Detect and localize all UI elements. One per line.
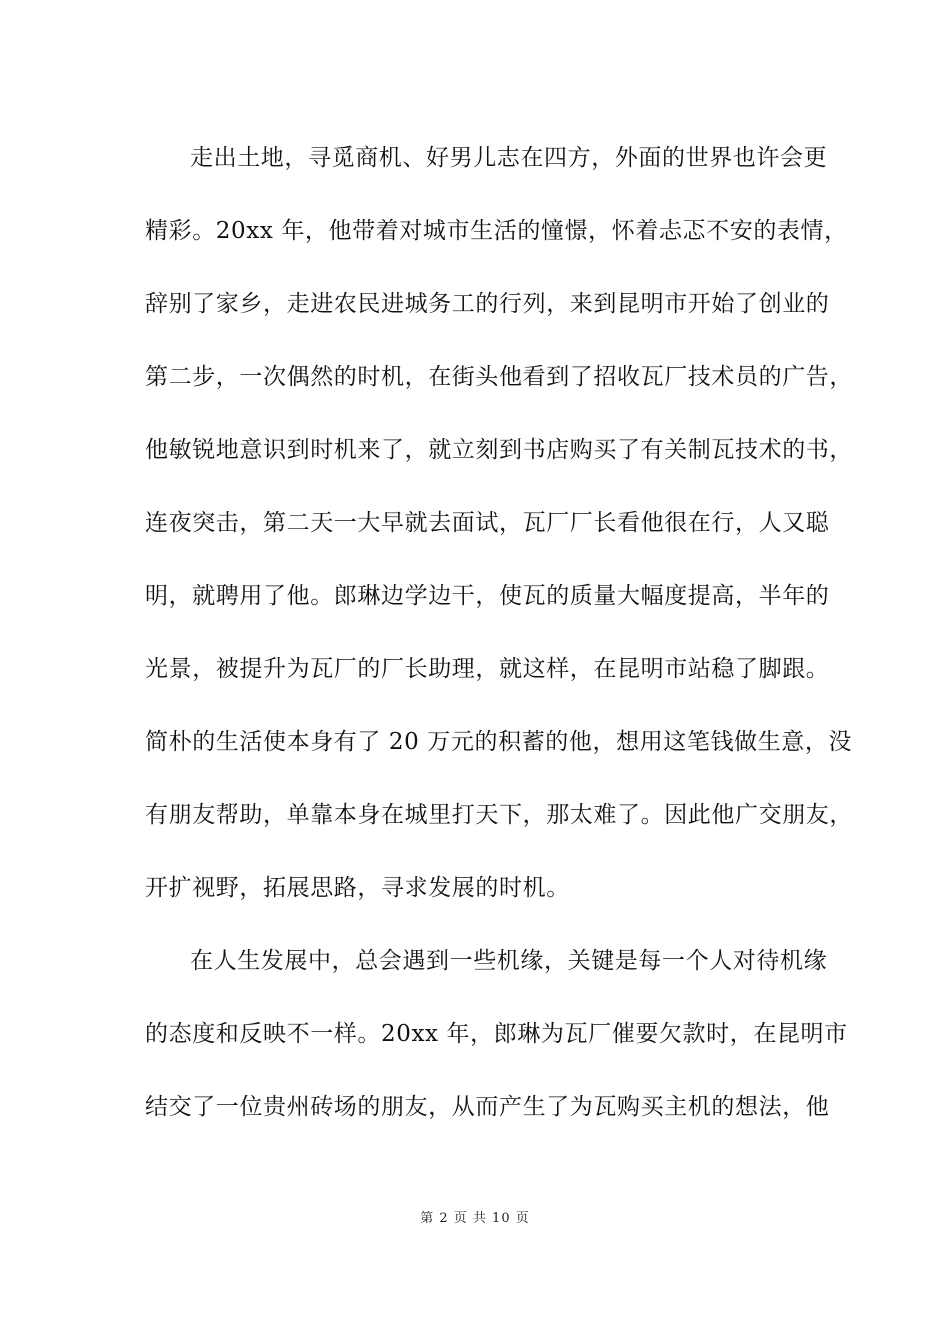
paragraph-1-line-9: 简朴的生活使本身有了 20 万元的积蓄的他，想用这笔钱做生意，没 (145, 729, 853, 755)
paragraph-1-line-1: 走出土地，寻觅商机、好男儿志在四方，外面的世界也许会更 (190, 145, 828, 171)
paragraph-1-line-6: 连夜突击，第二天一大早就去面试，瓦厂厂长看他很在行，人又聪 (145, 510, 830, 536)
paragraph-2-line-2: 的态度和反映不一样。20xx 年，郎琳为瓦厂催要欠款时，在昆明市 (145, 1021, 848, 1047)
page-number-footer: 第 2 页 共 10 页 (420, 1211, 530, 1226)
paragraph-1-line-2: 精彩。20xx 年，他带着对城市生活的憧憬，怀着忐忑不安的表情， (145, 218, 848, 244)
paragraph-1-line-8: 光景，被提升为瓦厂的厂长助理，就这样，在昆明市站稳了脚跟。 (145, 656, 830, 682)
paragraph-1-line-3: 辞别了家乡，走进农民进城务工的行列，来到昆明市开始了创业的 (145, 291, 830, 317)
paragraph-1-line-10: 有朋友帮助，单靠本身在城里打天下，那太难了。因此他广交朋友， (145, 802, 853, 828)
paragraph-1-line-5: 他敏锐地意识到时机来了，就立刻到书店购买了有关制瓦技术的书， (145, 437, 853, 463)
paragraph-1-line-7: 明，就聘用了他。郎琳边学边干，使瓦的质量大幅度提高，半年的 (145, 583, 830, 609)
paragraph-2-line-1: 在人生发展中，总会遇到一些机缘，关键是每一个人对待机缘 (190, 948, 828, 974)
paragraph-1-line-4: 第二步，一次偶然的时机，在街头他看到了招收瓦厂技术员的广告， (145, 364, 853, 390)
paragraph-1-line-11: 开扩视野，拓展思路，寻求发展的时机。 (145, 875, 570, 901)
paragraph-2-line-3: 结交了一位贵州砖场的朋友，从而产生了为瓦购买主机的想法，他 (145, 1094, 830, 1120)
